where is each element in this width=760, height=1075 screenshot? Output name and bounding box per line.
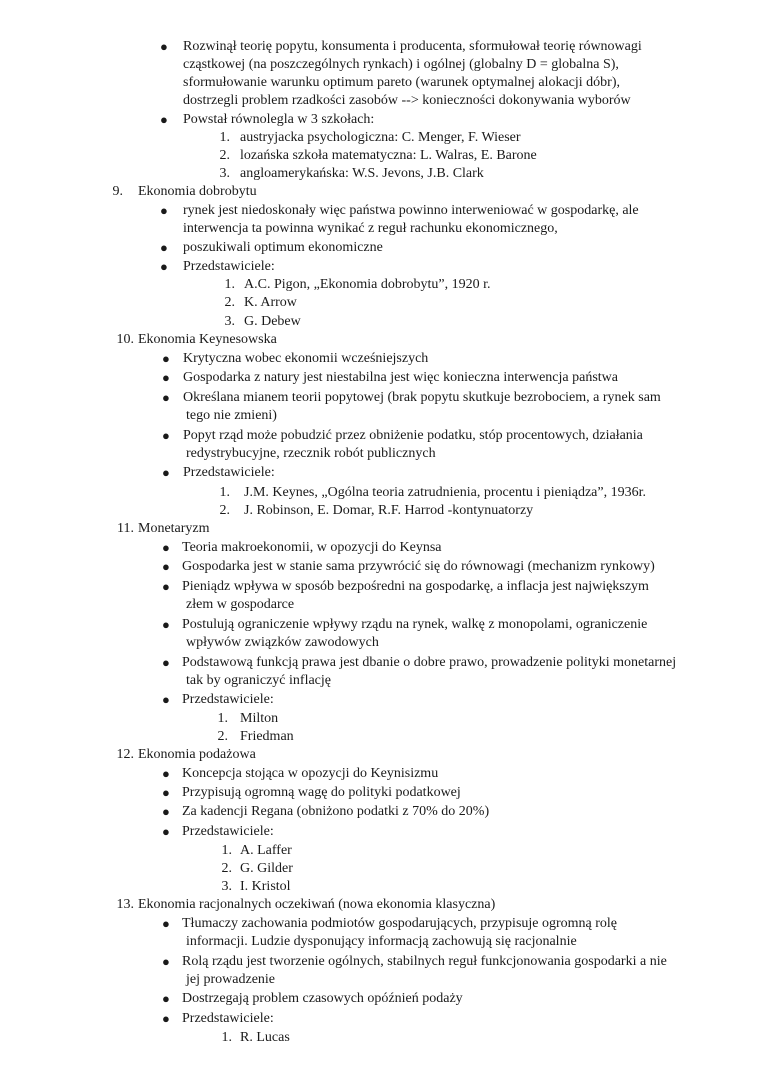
bullet-icon: ● [162,804,170,819]
list-item: Friedman [240,729,294,744]
section-number: 12. [116,747,134,762]
bullet-icon: ● [162,370,170,385]
section-title: Ekonomia racjonalnych oczekiwań (nowa ekonomia klasyczna) [138,897,496,912]
text-line: Dostrzegają problem czasowych opóźnień podaży [182,991,463,1006]
text-line: Przedstawiciele: [183,465,275,480]
text-line: Popyt rząd może pobudzić przez obniżenie podatku, stóp procentowych, działania [183,428,643,443]
list-number: 3. [224,314,235,329]
text-line: informacji. Ludzie dysponujący informacją zachowują się racjonalnie [186,934,577,949]
section-number: 10. [116,332,134,347]
list-number: 1. [221,843,232,858]
text-line: poszukiwali optimum ekonomiczne [183,240,383,255]
bullet-icon: ● [160,259,168,274]
text-line: Rolą rządu jest tworzenie ogólnych, stabilnych reguł funkcjonowania gospodarki a nie [182,954,667,969]
bullet-icon: ● [162,766,170,781]
list-item: G. Debew [244,314,301,329]
text-line: Przedstawiciele: [182,1011,274,1026]
text-line: Gospodarka z natury jest niestabilna jest więc konieczna interwencja państwa [183,370,619,385]
text-line: Za kadencji Regana (obniżono podatki z 70% do 20%) [182,804,490,819]
list-number: 2. [219,503,230,518]
text-line: Przedstawiciele: [182,824,274,839]
bullet-icon: ● [160,240,168,255]
section-title: Ekonomia dobrobytu [138,184,257,199]
bullet-icon: ● [162,824,170,839]
bullet-icon: ● [162,954,170,969]
text-line: rynek jest niedoskonały więc państwa powinno interweniować w gospodarkę, ale [183,203,639,218]
bullet-icon: ● [162,916,170,931]
text-line: złem w gospodarce [186,597,295,612]
list-number: 1. [219,485,230,500]
text-line: cząstkowej (na poszczególnych rynkach) i ogólnej (globalny D = globalna S), [183,57,619,72]
text-line: Pieniądz wpływa w sposób bezpośredni na gospodarkę, a inflacja jest największym [182,579,649,594]
text-line: Tłumaczy zachowania podmiotów gospodarujących, przypisuje ogromną rolę [182,916,618,931]
section-number: 13. [116,897,134,912]
bullet-icon: ● [162,465,170,480]
list-item: J.M. Keynes, „Ogólna teoria zatrudnienia, procentu i pieniądza”, 1936r. [244,485,646,500]
text-line: Postulują ograniczenie wpływy rządu na rynek, walkę z monopolami, ograniczenie [182,617,648,632]
list-number: 1. [221,1030,232,1045]
bullet-icon: ● [160,112,168,127]
list-item: A. Laffer [240,843,292,858]
list-number: 1. [224,277,235,292]
text-line: Gospodarka jest w stanie sama przywrócić się do równowagi (mechanizm rynkowy) [182,559,655,574]
list-item: angloamerykańska: W.S. Jevons, J.B. Clark [240,166,484,181]
section-title: Ekonomia Keynesowska [138,332,277,347]
text-line: Krytyczna wobec ekonomii wcześniejszych [183,351,429,366]
list-item: R. Lucas [240,1030,290,1045]
section-title: Monetaryzm [138,521,210,536]
section-number: 11. [117,521,134,536]
bullet-icon: ● [162,428,170,443]
bullet-icon: ● [162,655,170,670]
bullet-icon: ● [160,39,168,54]
list-number: 2. [224,295,235,310]
list-number: 1. [217,711,228,726]
list-number: 1. [219,130,230,145]
list-item: lozańska szkoła matematyczna: L. Walras, E. Barone [240,148,537,163]
text-line: Podstawową funkcją prawa jest dbanie o dobre prawo, prowadzenie polityki monetarnej [182,655,677,670]
text-line: Rozwinął teorię popytu, konsumenta i producenta, sformułował teorię równowagi [183,39,642,54]
bullet-icon: ● [162,559,170,574]
section-title: Ekonomia podażowa [138,747,256,762]
bullet-icon: ● [162,579,170,594]
list-item: G. Gilder [240,861,293,876]
text-line: Powstał równolegla w 3 szkołach: [183,112,375,127]
bullet-icon: ● [162,390,170,405]
bullet-icon: ● [162,1011,170,1026]
text-line: redystrybucyjne, rzecznik robót publicznych [186,446,436,461]
text-line: Przypisują ogromną wagę do polityki podatkowej [182,785,461,800]
list-number: 3. [221,879,232,894]
text-line: Koncepcja stojąca w opozycji do Keynisizmu [182,766,439,781]
list-number: 2. [221,861,232,876]
bullet-icon: ● [162,351,170,366]
list-item: K. Arrow [244,295,297,310]
bullet-icon: ● [162,540,170,555]
bullet-icon: ● [162,617,170,632]
text-line: interwencja ta powinna wynikać z reguł rachunku ekonomicznego, [183,221,558,236]
list-number: 3. [219,166,230,181]
bullet-icon: ● [162,692,170,707]
list-item: I. Kristol [240,879,291,894]
text-line: tego nie zmieni) [186,408,277,423]
text-line: dostrzegli problem rzadkości zasobów --> konieczności dokonywania wyborów [183,93,631,108]
text-line: wpływów związków zawodowych [186,635,379,650]
text-line: Przedstawiciele: [182,692,274,707]
bullet-icon: ● [162,991,170,1006]
text-line: Przedstawiciele: [183,259,275,274]
list-item: Milton [240,711,279,726]
bullet-icon: ● [162,785,170,800]
list-item: J. Robinson, E. Domar, R.F. Harrod -kontynuatorzy [244,503,534,518]
text-line: tak by ograniczyć inflację [186,673,331,688]
list-number: 2. [217,729,228,744]
text-line: jej prowadzenie [186,972,276,987]
list-item: A.C. Pigon, „Ekonomia dobrobytu”, 1920 r. [244,277,491,292]
list-item: austryjacka psychologiczna: C. Menger, F. Wieser [240,130,521,145]
section-number: 9. [112,184,123,199]
text-line: Teoria makroekonomii, w opozycji do Keynsa [182,540,442,555]
bullet-icon: ● [160,203,168,218]
list-number: 2. [219,148,230,163]
text-line: sformułowanie warunku optimum pareto (warunek optymalnej alokacji dóbr), [183,75,620,90]
text-line: Określana mianem teorii popytowej (brak popytu skutkuje bezrobociem, a rynek sam [183,390,661,405]
